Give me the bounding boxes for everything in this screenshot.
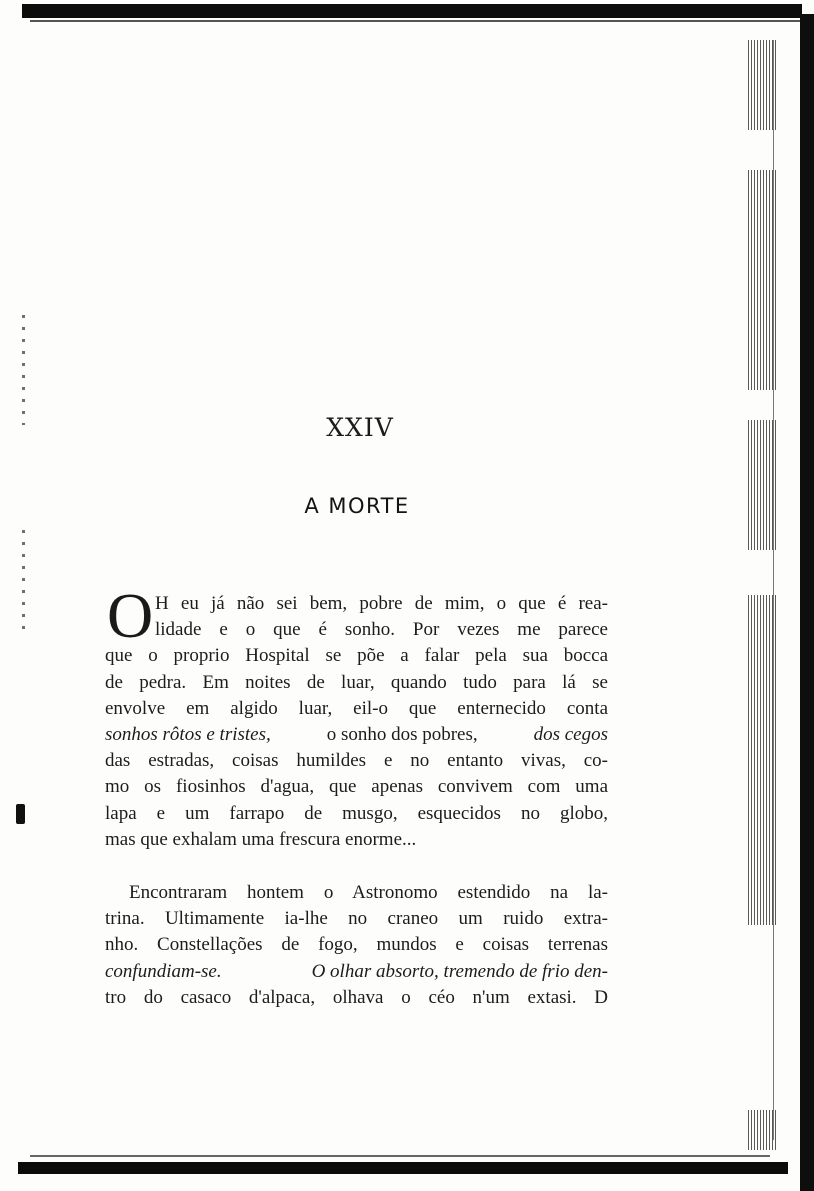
scan-border-bottom-thin xyxy=(30,1155,770,1157)
binding-noise xyxy=(748,1110,778,1150)
text-line: mas que exhalam uma frescura enorme... xyxy=(105,828,417,850)
text-line: nho. Constellações de fogo, mundos e coisas terrenas xyxy=(105,934,608,956)
margin-specks xyxy=(22,315,25,425)
binding-noise xyxy=(748,420,778,550)
binding-noise xyxy=(748,40,778,130)
text-line: Encontraram hontem o Astronomo estendido na la- xyxy=(129,882,608,903)
scan-border-bottom xyxy=(18,1162,788,1174)
text-line: H eu já não sei bem, pobre de mim, o que é rea- xyxy=(155,593,608,614)
scan-border-top-thin xyxy=(30,20,800,22)
text-line: das estradas, coisas humildes e no entanto vivas, co- xyxy=(105,750,608,772)
text-line: que o proprio Hospital se põe a falar pela sua bocca xyxy=(105,645,608,667)
paragraph-1 xyxy=(105,580,608,853)
italic-segment: confundiam-se. xyxy=(105,960,222,982)
italic-segment: O olhar absorto, tremendo de frio den- xyxy=(311,960,608,982)
text-line: trina. Ultimamente ia-lhe no craneo um ruido extra- xyxy=(105,908,608,930)
binding-noise xyxy=(748,170,778,390)
margin-specks xyxy=(22,530,25,630)
italic-segment: sonhos rôtos e tristes, xyxy=(105,723,271,745)
text-line: mo os fiosinhos d'agua, que apenas convivem com uma xyxy=(105,776,608,798)
text-line: lapa e um farrapo de musgo, esquecidos no globo, xyxy=(105,802,608,824)
text-line: tro do casaco d'alpaca, olhava o céo n'um extasi. D xyxy=(105,986,608,1008)
paragraph-2 xyxy=(105,880,608,1011)
drop-cap: O xyxy=(107,580,154,651)
text-line xyxy=(105,722,608,748)
italic-segment: dos cegos xyxy=(533,723,608,745)
text-line: de pedra. Em noites de luar, quando tudo para lá se xyxy=(105,671,608,693)
text-line xyxy=(105,959,608,985)
text-line: lidade e o que é sonho. Por vezes me parece xyxy=(155,619,608,641)
scan-border-right xyxy=(800,14,814,1191)
text-line: envolve em algido luar, eil-o que enternecido conta xyxy=(105,697,608,719)
margin-mark xyxy=(16,804,25,824)
roman-segment: o sonho dos pobres, xyxy=(326,723,478,745)
chapter-title: A MORTE xyxy=(304,494,410,518)
chapter-number: XXIV xyxy=(326,413,394,442)
scan-border-top xyxy=(22,4,802,18)
binding-noise xyxy=(748,595,778,925)
